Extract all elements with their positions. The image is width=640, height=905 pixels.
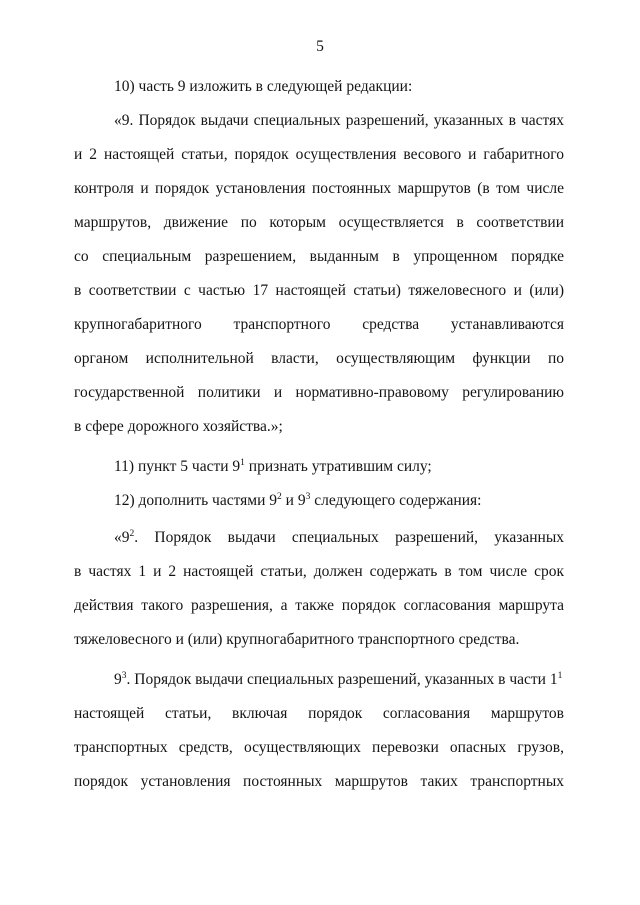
item-12-pre: 12) дополнить частями 9 — [114, 492, 278, 509]
page-number: 5 — [316, 38, 324, 55]
p92-open: «9 — [114, 529, 130, 546]
p9-line: государственной политики и нормативно-правовому регулированию — [74, 384, 564, 401]
item-11-post: признать утратившим силу; — [244, 458, 432, 475]
p93-line: настоящей статьи, включая порядок согласования маршрутов — [74, 705, 564, 722]
p93-sup: 3 — [121, 671, 127, 681]
item-12-text — [74, 484, 564, 518]
item-10 — [74, 70, 564, 104]
item-12-post: следующего содержания: — [310, 492, 482, 509]
p93-line — [74, 663, 564, 697]
item-12-sup2: 3 — [305, 492, 311, 502]
p92-line: действия такого разрешения, а также порядок согласования маршрута — [74, 597, 564, 614]
p9-line: и 2 настоящей статьи, порядок осуществления весового и габаритного — [74, 146, 564, 163]
item-11-sup: 1 — [240, 458, 245, 468]
p9-line: со специальным разрешением, выданным в упрощенном порядке — [74, 248, 564, 265]
item-11-text — [74, 450, 564, 484]
item-11-pre: 11) пункт 5 части 9 — [114, 458, 241, 475]
p9-line: «9. Порядок выдачи специальных разрешений, указанных в частях — [114, 112, 564, 129]
p92-sup: 2 — [129, 529, 135, 539]
p9-line: крупногабаритного транспортного средства устанавливаются — [74, 316, 564, 333]
item-10-text: 10) часть 9 изложить в следующей редакции: — [114, 78, 413, 95]
p9-line: в соответствии с частью 17 настоящей статьи) тяжеловесного и (или) — [74, 282, 564, 299]
p9-line: органом исполнительной власти, осуществляющим функции по — [74, 350, 564, 367]
p93-rest-sup: 1 — [557, 671, 563, 681]
p9-line: в сфере дорожного хозяйства.»; — [74, 418, 283, 435]
p92-line — [74, 521, 564, 555]
p92-line: в частях 1 и 2 настоящей статьи, должен содержать в том числе срок — [74, 563, 564, 580]
p92-line: тяжеловесного и (или) крупногабаритного транспортного средства. — [74, 631, 520, 648]
item-12 — [74, 484, 564, 518]
item-11 — [74, 450, 564, 484]
p9-line: контроля и порядок установления постоянных маршрутов (в том числе — [74, 180, 564, 197]
item-12-sup1: 2 — [277, 492, 282, 502]
p93-line: порядок установления постоянных маршрутов таких транспортных — [74, 773, 564, 790]
paragraph-9-3 — [74, 663, 564, 799]
paragraph-9 — [74, 104, 564, 444]
paragraph-9-2 — [74, 521, 564, 657]
p9-line: маршрутов, движение по которым осуществляется в соответствии — [74, 214, 564, 231]
p93-open: 9 — [114, 671, 122, 688]
p93-rest: . Порядок выдачи специальных разрешений, указанных в части 1 — [126, 671, 558, 688]
p92-rest: . Порядок выдачи специальных разрешений, указанных — [134, 529, 564, 546]
item-12-mid: и 9 — [281, 492, 306, 509]
p93-line: транспортных средств, осуществляющих перевозки опасных грузов, — [74, 739, 564, 756]
